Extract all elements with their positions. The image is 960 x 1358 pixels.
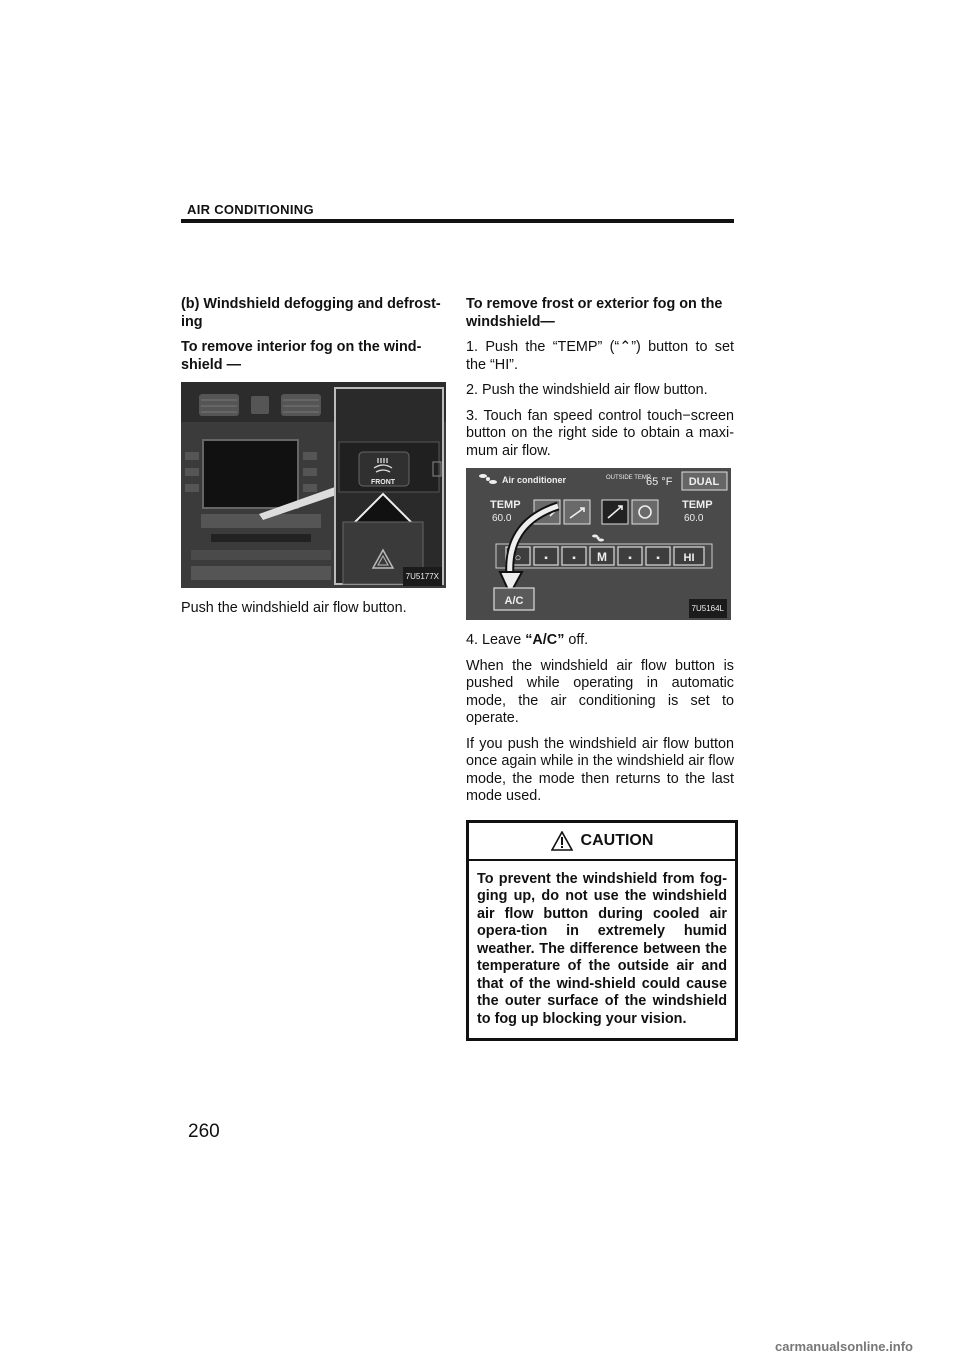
mode-button-2[interactable] bbox=[564, 500, 590, 524]
warning-icon bbox=[551, 831, 573, 851]
exterior-fog-heading: To remove frost or exterior fog on the windshield— bbox=[466, 296, 723, 330]
dashboard-illustration bbox=[181, 382, 446, 588]
caution-title: CAUTION bbox=[580, 831, 654, 849]
front-button-label: FRONT bbox=[370, 479, 396, 486]
screen-title: Air conditioner bbox=[502, 475, 567, 485]
paragraph-auto-mode: When the windshield air flow button is pushed while operating in automatic mode, the air conditioning is set to operate. bbox=[466, 657, 734, 726]
figure-code: 7U5164L bbox=[689, 599, 727, 619]
watermark: carmanualsonline.info bbox=[775, 1339, 913, 1354]
step-3: 3. Touch fan speed control touch−screen button on the right side to obtain a maxi-mum air flow. bbox=[466, 407, 734, 459]
paragraph-return-mode: If you push the windshield air flow button once again while in the windshield air flow mode, the mode then returns to the last mode used. bbox=[466, 735, 734, 804]
temp-left-label: TEMP bbox=[490, 499, 521, 511]
page-number: 260 bbox=[188, 1121, 220, 1142]
dashboard-figure bbox=[181, 382, 446, 588]
right-column bbox=[466, 296, 734, 1041]
section-subheading: (b) Windshield defogging and defrost-ing bbox=[181, 296, 441, 330]
interior-fog-heading: To remove interior fog on the wind-shield — bbox=[181, 339, 422, 373]
caution-box bbox=[466, 820, 738, 1042]
step-1: 1. Push the “TEMP” (“⌃”) button to set the “HI”. bbox=[466, 339, 734, 373]
fan-label-5: ▪ bbox=[628, 553, 632, 564]
outside-temp-value: 65 °F bbox=[646, 476, 673, 488]
dual-button: DUAL bbox=[688, 476, 720, 488]
ac-button: A/C bbox=[504, 595, 524, 607]
caution-text: To prevent the windshield from fog-ging up, do not use the windshield air flow button during cooled air opera-tion in extremely humid weather. The difference between the temperature of the outside air and that of the wind-shield could cause the outer surface of the windshield to fog up blocking your vision. bbox=[477, 870, 727, 1027]
step-2: 2. Push the windshield air flow button. bbox=[466, 382, 708, 398]
left-column bbox=[181, 296, 446, 626]
fan-label-2: ▪ bbox=[544, 553, 548, 564]
header-title: AIR CONDITIONING bbox=[187, 202, 314, 217]
mode-button-4[interactable] bbox=[632, 500, 658, 524]
figure-code: 7U5177X bbox=[403, 567, 442, 587]
step-4: 4. Leave “A/C” off. bbox=[466, 632, 589, 648]
climate-screen-illustration bbox=[466, 468, 731, 620]
temp-right-value: 60.0 bbox=[684, 513, 704, 524]
caution-header bbox=[469, 831, 735, 861]
fan-label-off: ○ bbox=[514, 552, 522, 564]
fan-label-hi: HI bbox=[683, 552, 695, 564]
outside-temp-label: OUTSIDE TEMP bbox=[606, 475, 651, 481]
fan-label-m: M bbox=[597, 550, 607, 564]
header-rule bbox=[181, 219, 734, 223]
temp-right-label: TEMP bbox=[682, 499, 713, 511]
climate-screen-figure bbox=[466, 468, 731, 620]
fan-label-6: ▪ bbox=[656, 553, 660, 564]
figure-caption: Push the windshield air flow button. bbox=[181, 600, 407, 616]
temp-left-value: 60.0 bbox=[492, 513, 512, 524]
fan-label-3: ▪ bbox=[572, 553, 576, 564]
